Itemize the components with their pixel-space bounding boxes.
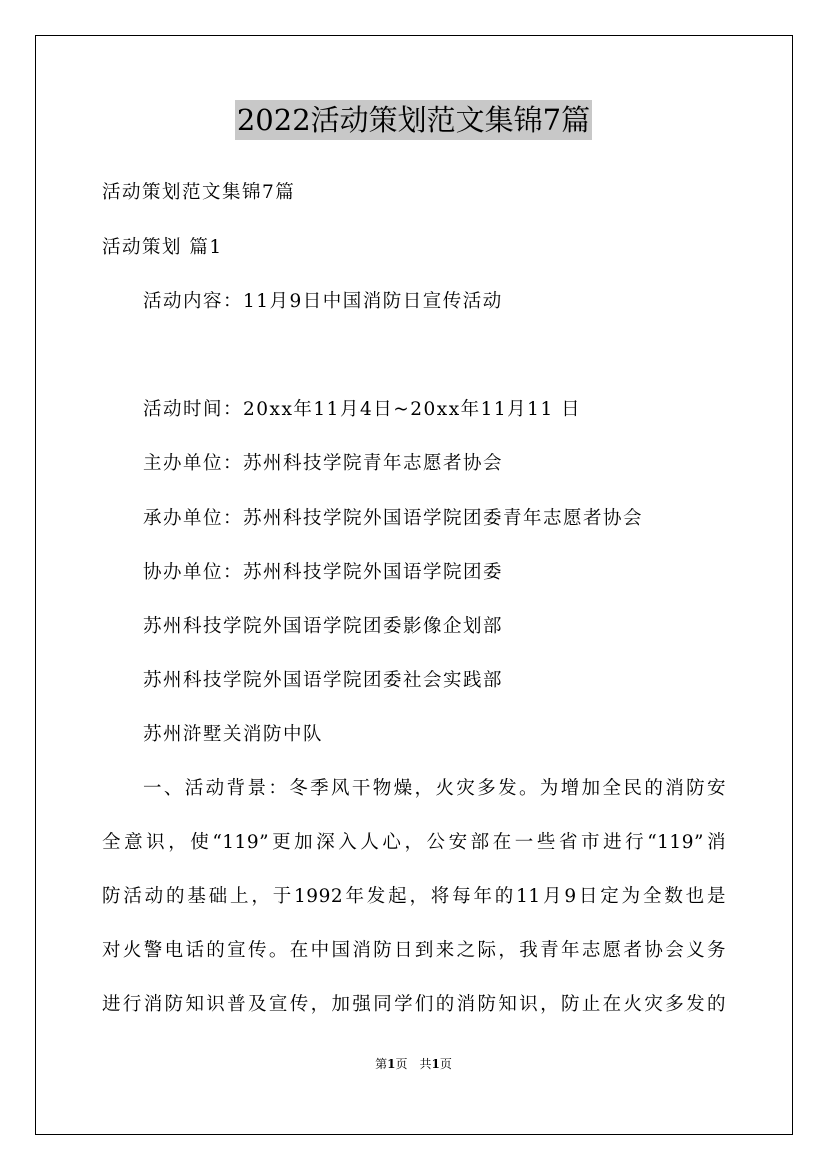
document-subtitle: 活动策划范文集锦7篇 (102, 182, 296, 203)
co-organizer-line: 协办单位：苏州科技学院外国语学院团委 (143, 562, 504, 583)
section-heading: 活动策划 篇1 (102, 237, 223, 258)
paragraph-line: 进行消防知识普及宣传，加强同学们的消防知识，防止在火灾多发的 (102, 994, 726, 1015)
paragraph-line: 对火警电话的宣传。在中国消防日到来之际，我青年志愿者协会义务 (102, 940, 726, 961)
co-organizer-line-4: 苏州浒墅关消防中队 (143, 724, 324, 745)
paragraph-line: 全意识，使“119”更加深入人心，公安部在一些省市进行“119”消 (102, 832, 726, 853)
title-wrap (0, 100, 827, 140)
activity-content-line: 活动内容：11月9日中国消防日宣传活动 (143, 291, 503, 312)
co-organizer-line-3: 苏州科技学院外国语学院团委社会实践部 (143, 670, 504, 691)
footer-page-current: 1 (387, 1057, 396, 1071)
host-unit-line: 承办单位：苏州科技学院外国语学院团委青年志愿者协会 (143, 508, 644, 529)
co-organizer-line-2: 苏州科技学院外国语学院团委影像企划部 (143, 616, 504, 637)
paragraph-line: 防活动的基础上，于1992年发起，将每年的11月9日定为全数也是 (102, 886, 726, 907)
footer-page-total: 1 (431, 1057, 440, 1071)
document-title: 2022活动策划范文集锦7篇 (235, 100, 592, 140)
activity-time-line: 活动时间：20xx年11月4日~20xx年11月11 日 (143, 399, 582, 420)
organizer-line: 主办单位：苏州科技学院青年志愿者协会 (143, 453, 504, 474)
footer-page-prefix: 第 (375, 1057, 388, 1071)
page-footer (0, 1056, 827, 1072)
footer-page-mid: 页 共 (395, 1057, 432, 1071)
paragraph-line: 一、活动背景：冬季风干物燥，火灾多发。为增加全民的消防安 (143, 778, 726, 799)
footer-page-suffix: 页 (439, 1057, 452, 1071)
